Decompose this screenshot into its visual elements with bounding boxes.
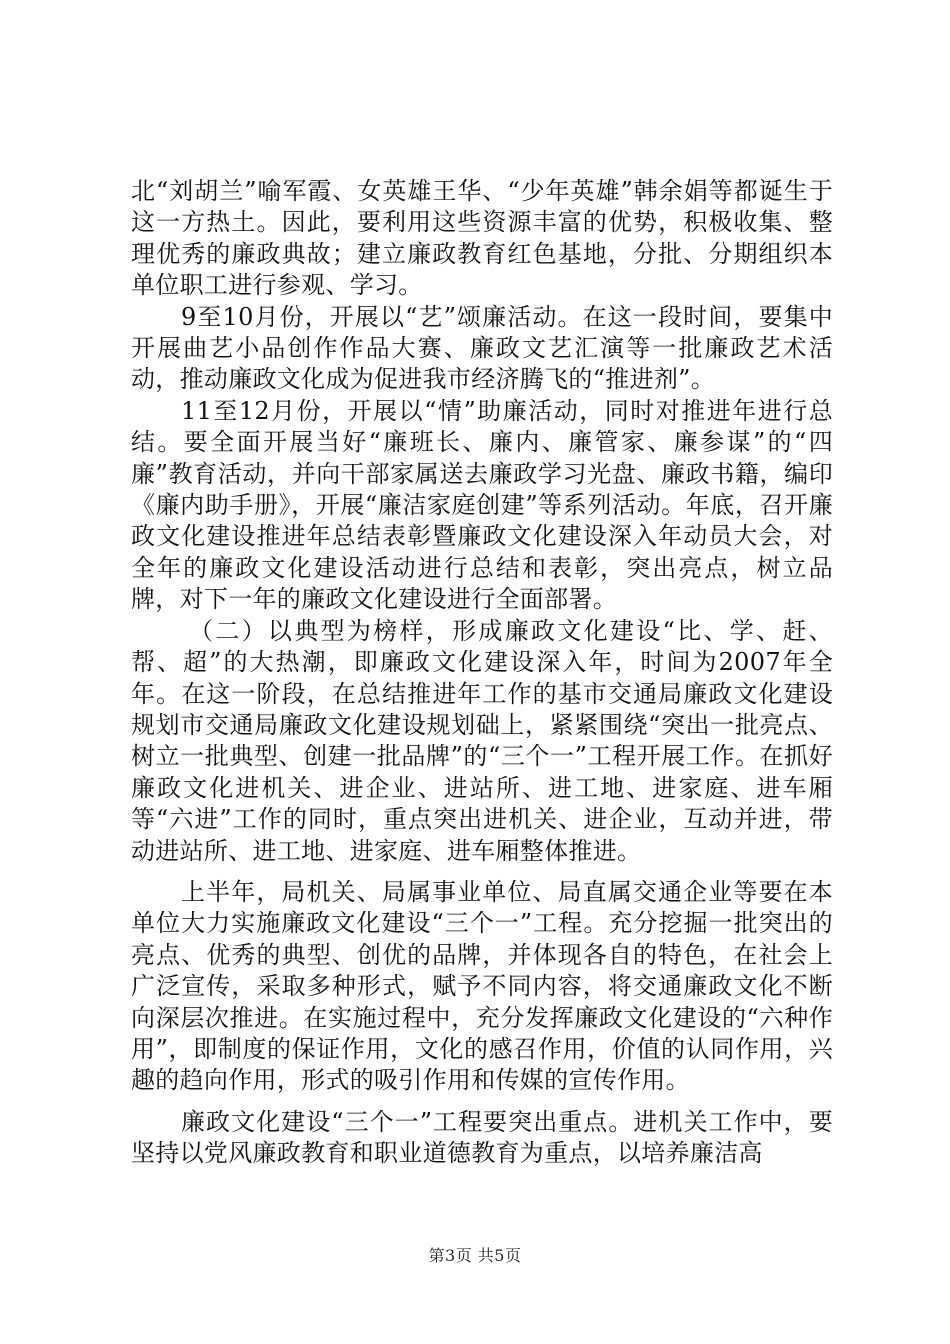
paragraph-1: 北“刘胡兰”喻军霞、女英雄王华、“少年英雄”韩余娟等都诞生于这一方热土。因此，要利用这些资源丰富的优势，积极收集、整理优秀的廉政典故；建立廉政教育红色基地，分批、分期组织本单位职工进行参观、学习。 <box>131 177 833 300</box>
document-body <box>131 176 833 1170</box>
paragraph-3: 11至12月份，开展以“情”助廉活动，同时对推进年进行总结。要全面开展当好“廉班长、廉内、廉管家、廉参谋”的“四廉”教育活动，并向干部家属送去廉政学习光盘、廉政书籍，编印《廉内助手册》，开展“廉洁家庭创建”等系列活动。年底，召开廉政文化建设推进年总结表彰暨廉政文化建设深入年动员大会，对全年的廉政文化建设活动进行总结和表彰，突出亮点，树立品牌，对下一年的廉政文化建设进行全面部署。 <box>131 396 833 614</box>
paragraph-6: 廉政文化建设“三个一”工程要突出重点。进机关工作中，要坚持以党风廉政教育和职业道德教育为重点，以培养廉洁高 <box>131 1107 833 1168</box>
paragraph-2: 9至10月份，开展以“艺”颂廉活动。在这一段时间，要集中开展曲艺小品创作作品大赛、廉政文艺汇演等一批廉政艺术活动，推动廉政文化成为促进我市经济腾飞的“推进剂”。 <box>131 302 833 394</box>
page-footer: 第3页 共5页 <box>428 1246 522 1265</box>
paragraph-5: 上半年，局机关、局属事业单位、局直属交通企业等要在本单位大力实施廉政文化建设“三个一”工程。充分挖掘一批突出的亮点、优秀的典型、创优的品牌，并体现各自的特色，在社会上广泛宣传，采取多种形式，赋予不同内容，将交通廉政文化不断向深层次推进。在实施过程中，充分发挥廉政文化建设的“六种作用”，即制度的保证作用，文化的感召作用，价值的认同作用，兴趣的趋向作用，形式的吸引作用和传媒的宣传作用。 <box>131 877 833 1095</box>
paragraph-4: （二）以典型为榜样，形成廉政文化建设“比、学、赶、帮、超”的大热潮，即廉政文化建设深入年，时间为2007年全年。在这一阶段，在总结推进年工作的基市交通局廉政文化建设规划市交通局廉政文化建设规划础上，紧紧围绕“突出一批亮点、树立一批典型、创建一批品牌”的“三个一”工程开展工作。在抓好廉政文化进机关、进企业、进站所、进工地、进家庭、进车厢等“六进”工作的同时，重点突出进机关、进企业，互动并进，带动进站所、进工地、进家庭、进车厢整体推进。 <box>131 616 833 865</box>
